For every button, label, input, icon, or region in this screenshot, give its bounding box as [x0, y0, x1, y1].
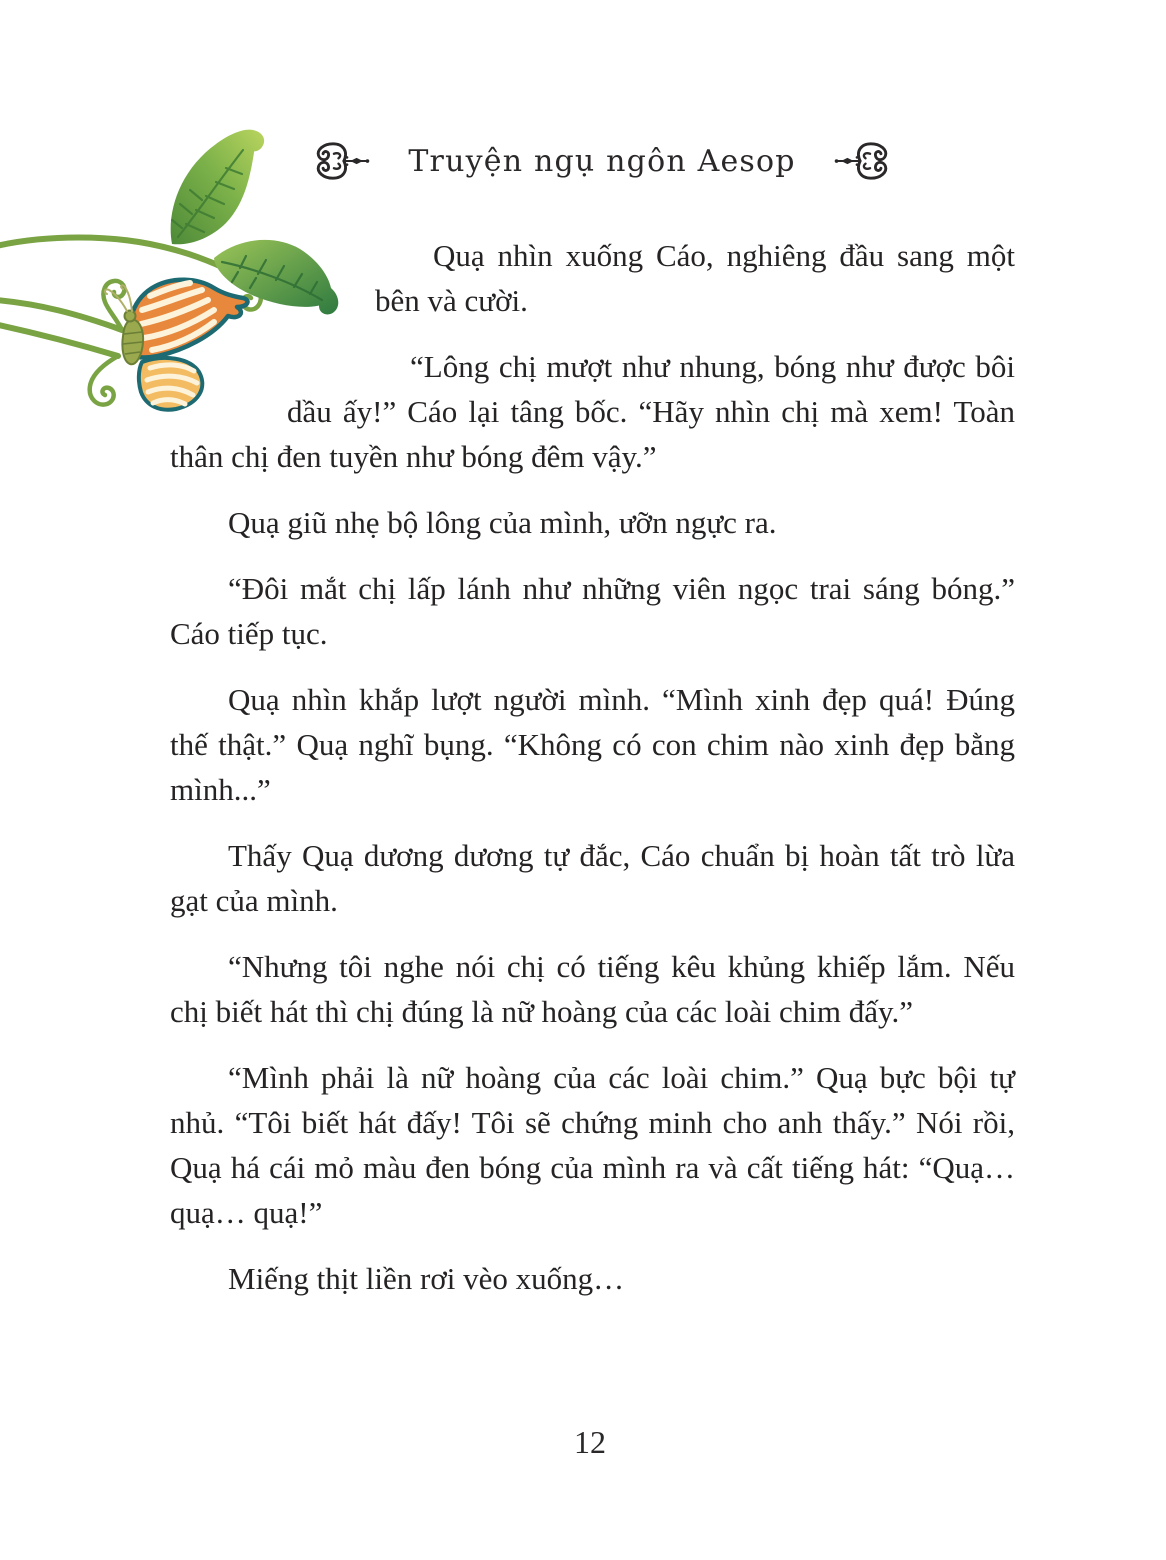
text-wrap-spacer — [170, 387, 287, 433]
story-paragraph: Quạ nhìn xuống Cáo, nghiêng đầu sang một bên và cười. — [375, 238, 1015, 318]
fleuron-dart-left-icon — [832, 140, 890, 182]
story-text-block — [170, 233, 1015, 1322]
page-number: 12 — [574, 1424, 606, 1460]
text-wrap-spacer — [170, 233, 375, 341]
story-paragraph: “Đôi mắt chị lấp lánh như những viên ngọc trai sáng bóng.” Cáo tiếp tục. — [170, 571, 1015, 651]
story-paragraph: Quạ giũ nhẹ bộ lông của mình, ưỡn ngực ra. — [228, 505, 777, 540]
text-wrap-spacer — [170, 341, 352, 387]
leaf-upper — [171, 130, 264, 245]
story-paragraph: “Lông chị mượt như nhung, bóng như được bôi dầu ấy!” Cáo lại tâng bốc. “Hãy nhìn chị mà xem! Toàn thân chị đen tuyền như bóng đêm vậy.” — [170, 349, 1015, 474]
story-paragraph: Quạ nhìn khắp lượt người mình. “Mình xinh đẹp quá! Đúng thế thật.” Quạ nghĩ bụng. “Không có con chim nào xinh đẹp bằng mình...” — [170, 682, 1015, 807]
story-paragraph: Thấy Quạ dương dương tự đắc, Cáo chuẩn bị hoàn tất trò lừa gạt của mình. — [170, 838, 1015, 918]
story-paragraph: Miếng thịt liền rơi vèo xuống… — [228, 1261, 625, 1296]
story-paragraph: “Nhưng tôi nghe nói chị có tiếng kêu khủng khiếp lắm. Nếu chị biết hát thì chị đúng là nữ hoàng của các loài chim đấy.” — [170, 949, 1015, 1029]
story-paragraph: “Mình phải là nữ hoàng của các loài chim.” Quạ bực bội tự nhủ. “Tôi biết hát đấy! Tôi sẽ chứng minh cho anh thấy.” Nói rồi, Quạ há cái mỏ màu đen bóng của mình ra và cất tiếng hát: “Quạ… quạ… quạ!” — [170, 1060, 1015, 1230]
book-title: Truyện ngụ ngôn Aesop — [408, 143, 796, 179]
